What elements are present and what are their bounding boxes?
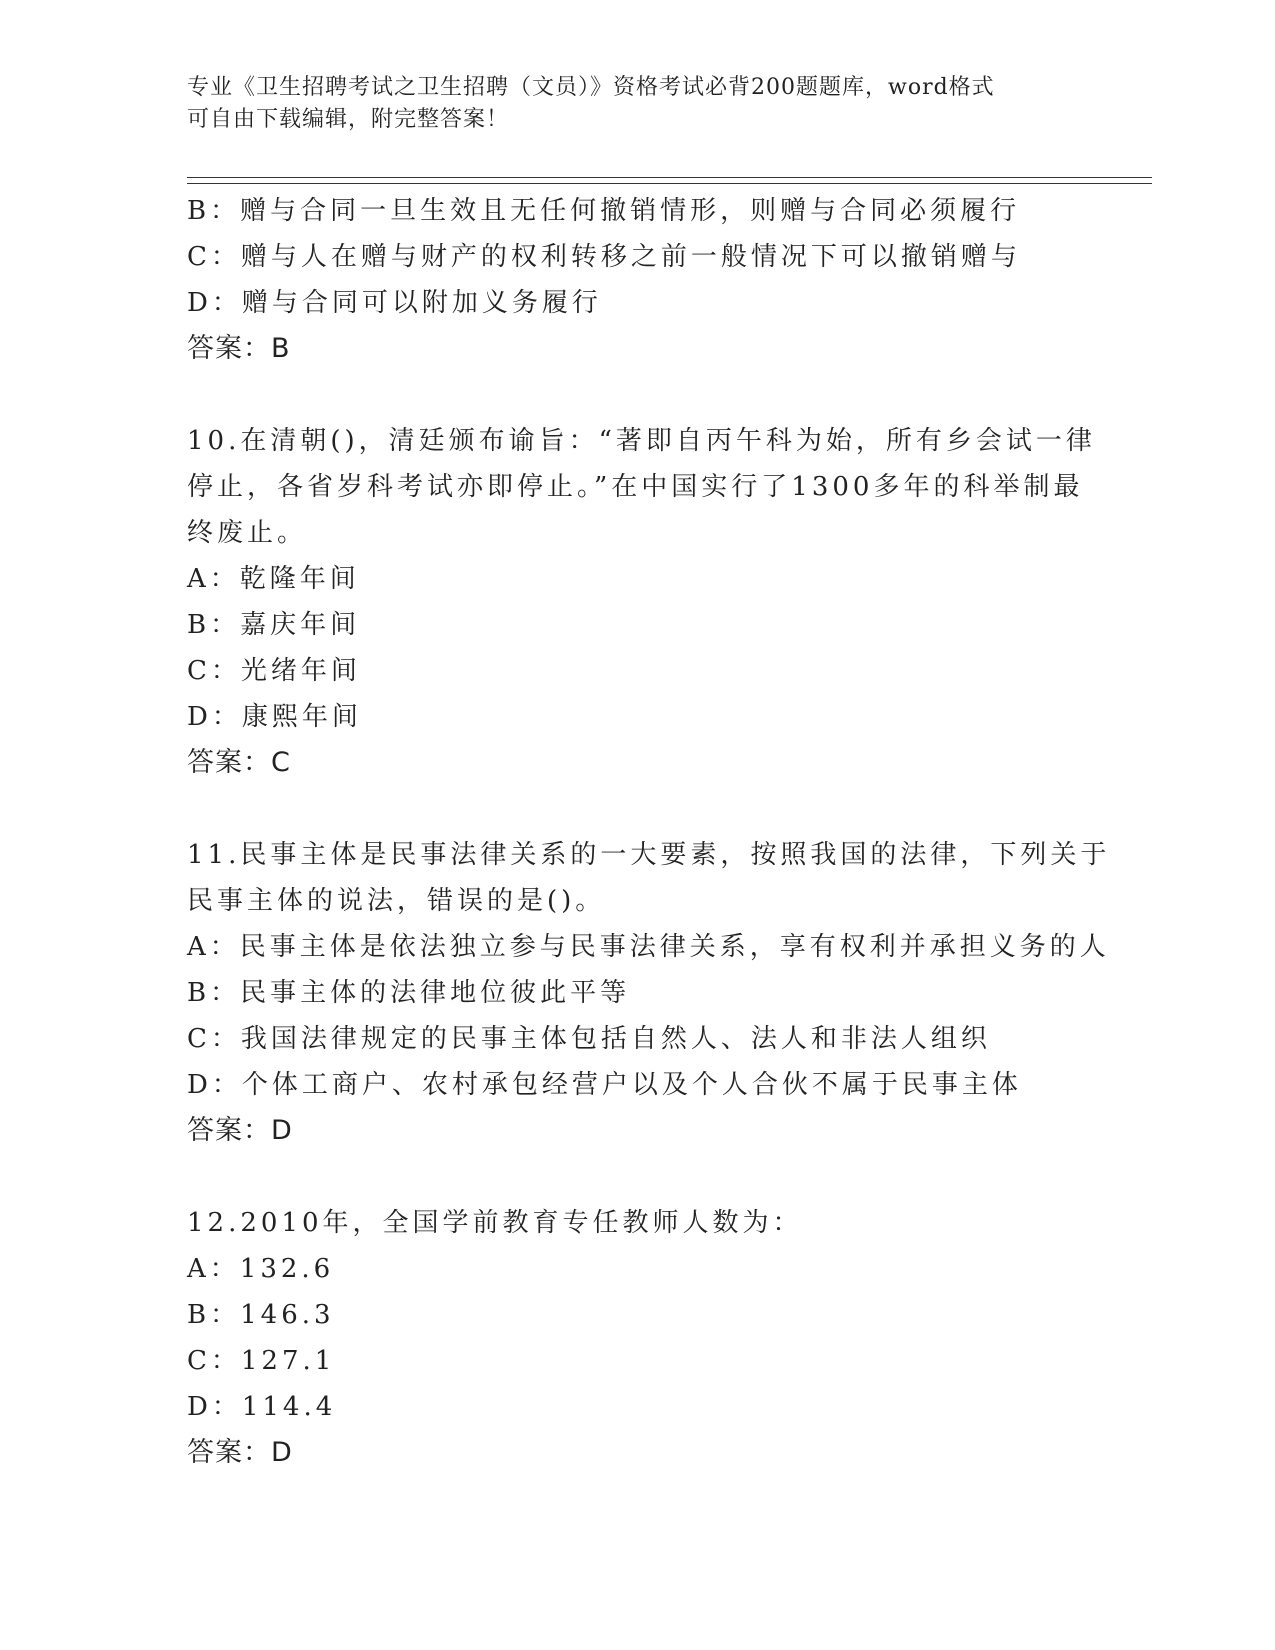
header-title-line-2: 可自由下载编辑，附完整答案！ bbox=[187, 107, 510, 132]
question-12 bbox=[187, 1200, 1087, 1476]
option-d: D：赠与合同可以附加义务履行 bbox=[187, 288, 602, 318]
question-9-continued bbox=[187, 188, 1087, 372]
question-10 bbox=[187, 418, 1096, 786]
spacer bbox=[187, 1154, 1087, 1200]
question-text-line: 民事主体的说法，错误的是()。 bbox=[187, 886, 606, 916]
option-c: C：127.1 bbox=[187, 1346, 336, 1376]
option-c: C：光绪年间 bbox=[187, 656, 361, 686]
option-d: D：114.4 bbox=[187, 1392, 337, 1422]
question-content bbox=[187, 188, 1111, 1476]
question-text-line: 12.2010年，全国学前教育专任教师人数为： bbox=[187, 1208, 803, 1238]
question-text-line: 停止，各省岁科考试亦即停止。”在中国实行了1300多年的科举制最 bbox=[187, 472, 1084, 502]
option-b: B：民事主体的法律地位彼此平等 bbox=[187, 978, 631, 1008]
option-d: D：康熙年间 bbox=[187, 702, 362, 732]
option-c: C：赠与人在赠与财产的权利转移之前一般情况下可以撤销赠与 bbox=[187, 242, 1021, 272]
option-a: A：民事主体是依法独立参与民事法律关系，享有权利并承担义务的人 bbox=[187, 932, 1110, 962]
document-header bbox=[187, 72, 1087, 136]
option-c: C：我国法律规定的民事主体包括自然人、法人和非法人组织 bbox=[187, 1024, 991, 1054]
header-title-line-1: 专业《卫生招聘考试之卫生招聘（文员）》资格考试必背200题题库，word格式 bbox=[187, 75, 995, 100]
spacer bbox=[187, 786, 1087, 832]
question-text-line: 终废止。 bbox=[187, 518, 308, 548]
option-a: A：乾隆年间 bbox=[187, 564, 360, 594]
option-b: B：嘉庆年间 bbox=[187, 610, 361, 640]
answer-line: 答案：C bbox=[187, 747, 291, 778]
question-text-line: 11.民事主体是民事法律关系的一大要素，按照我国的法律，下列关于 bbox=[187, 840, 1111, 870]
answer-line: 答案：D bbox=[187, 1437, 293, 1468]
option-b: B：赠与合同一旦生效且无任何撤销情形，则赠与合同必须履行 bbox=[187, 196, 1021, 226]
question-text-line: 10.在清朝()，清廷颁布谕旨：“著即自丙午科为始，所有乡会试一律 bbox=[187, 426, 1096, 456]
question-11 bbox=[187, 832, 1111, 1154]
header-divider bbox=[187, 177, 1152, 184]
option-a: A：132.6 bbox=[187, 1254, 335, 1284]
answer-line: 答案：D bbox=[187, 1115, 293, 1146]
answer-line: 答案：B bbox=[187, 333, 291, 364]
option-b: B：146.3 bbox=[187, 1300, 335, 1330]
option-d: D：个体工商户、农村承包经营户以及个人合伙不属于民事主体 bbox=[187, 1070, 1022, 1100]
spacer bbox=[187, 372, 1087, 418]
